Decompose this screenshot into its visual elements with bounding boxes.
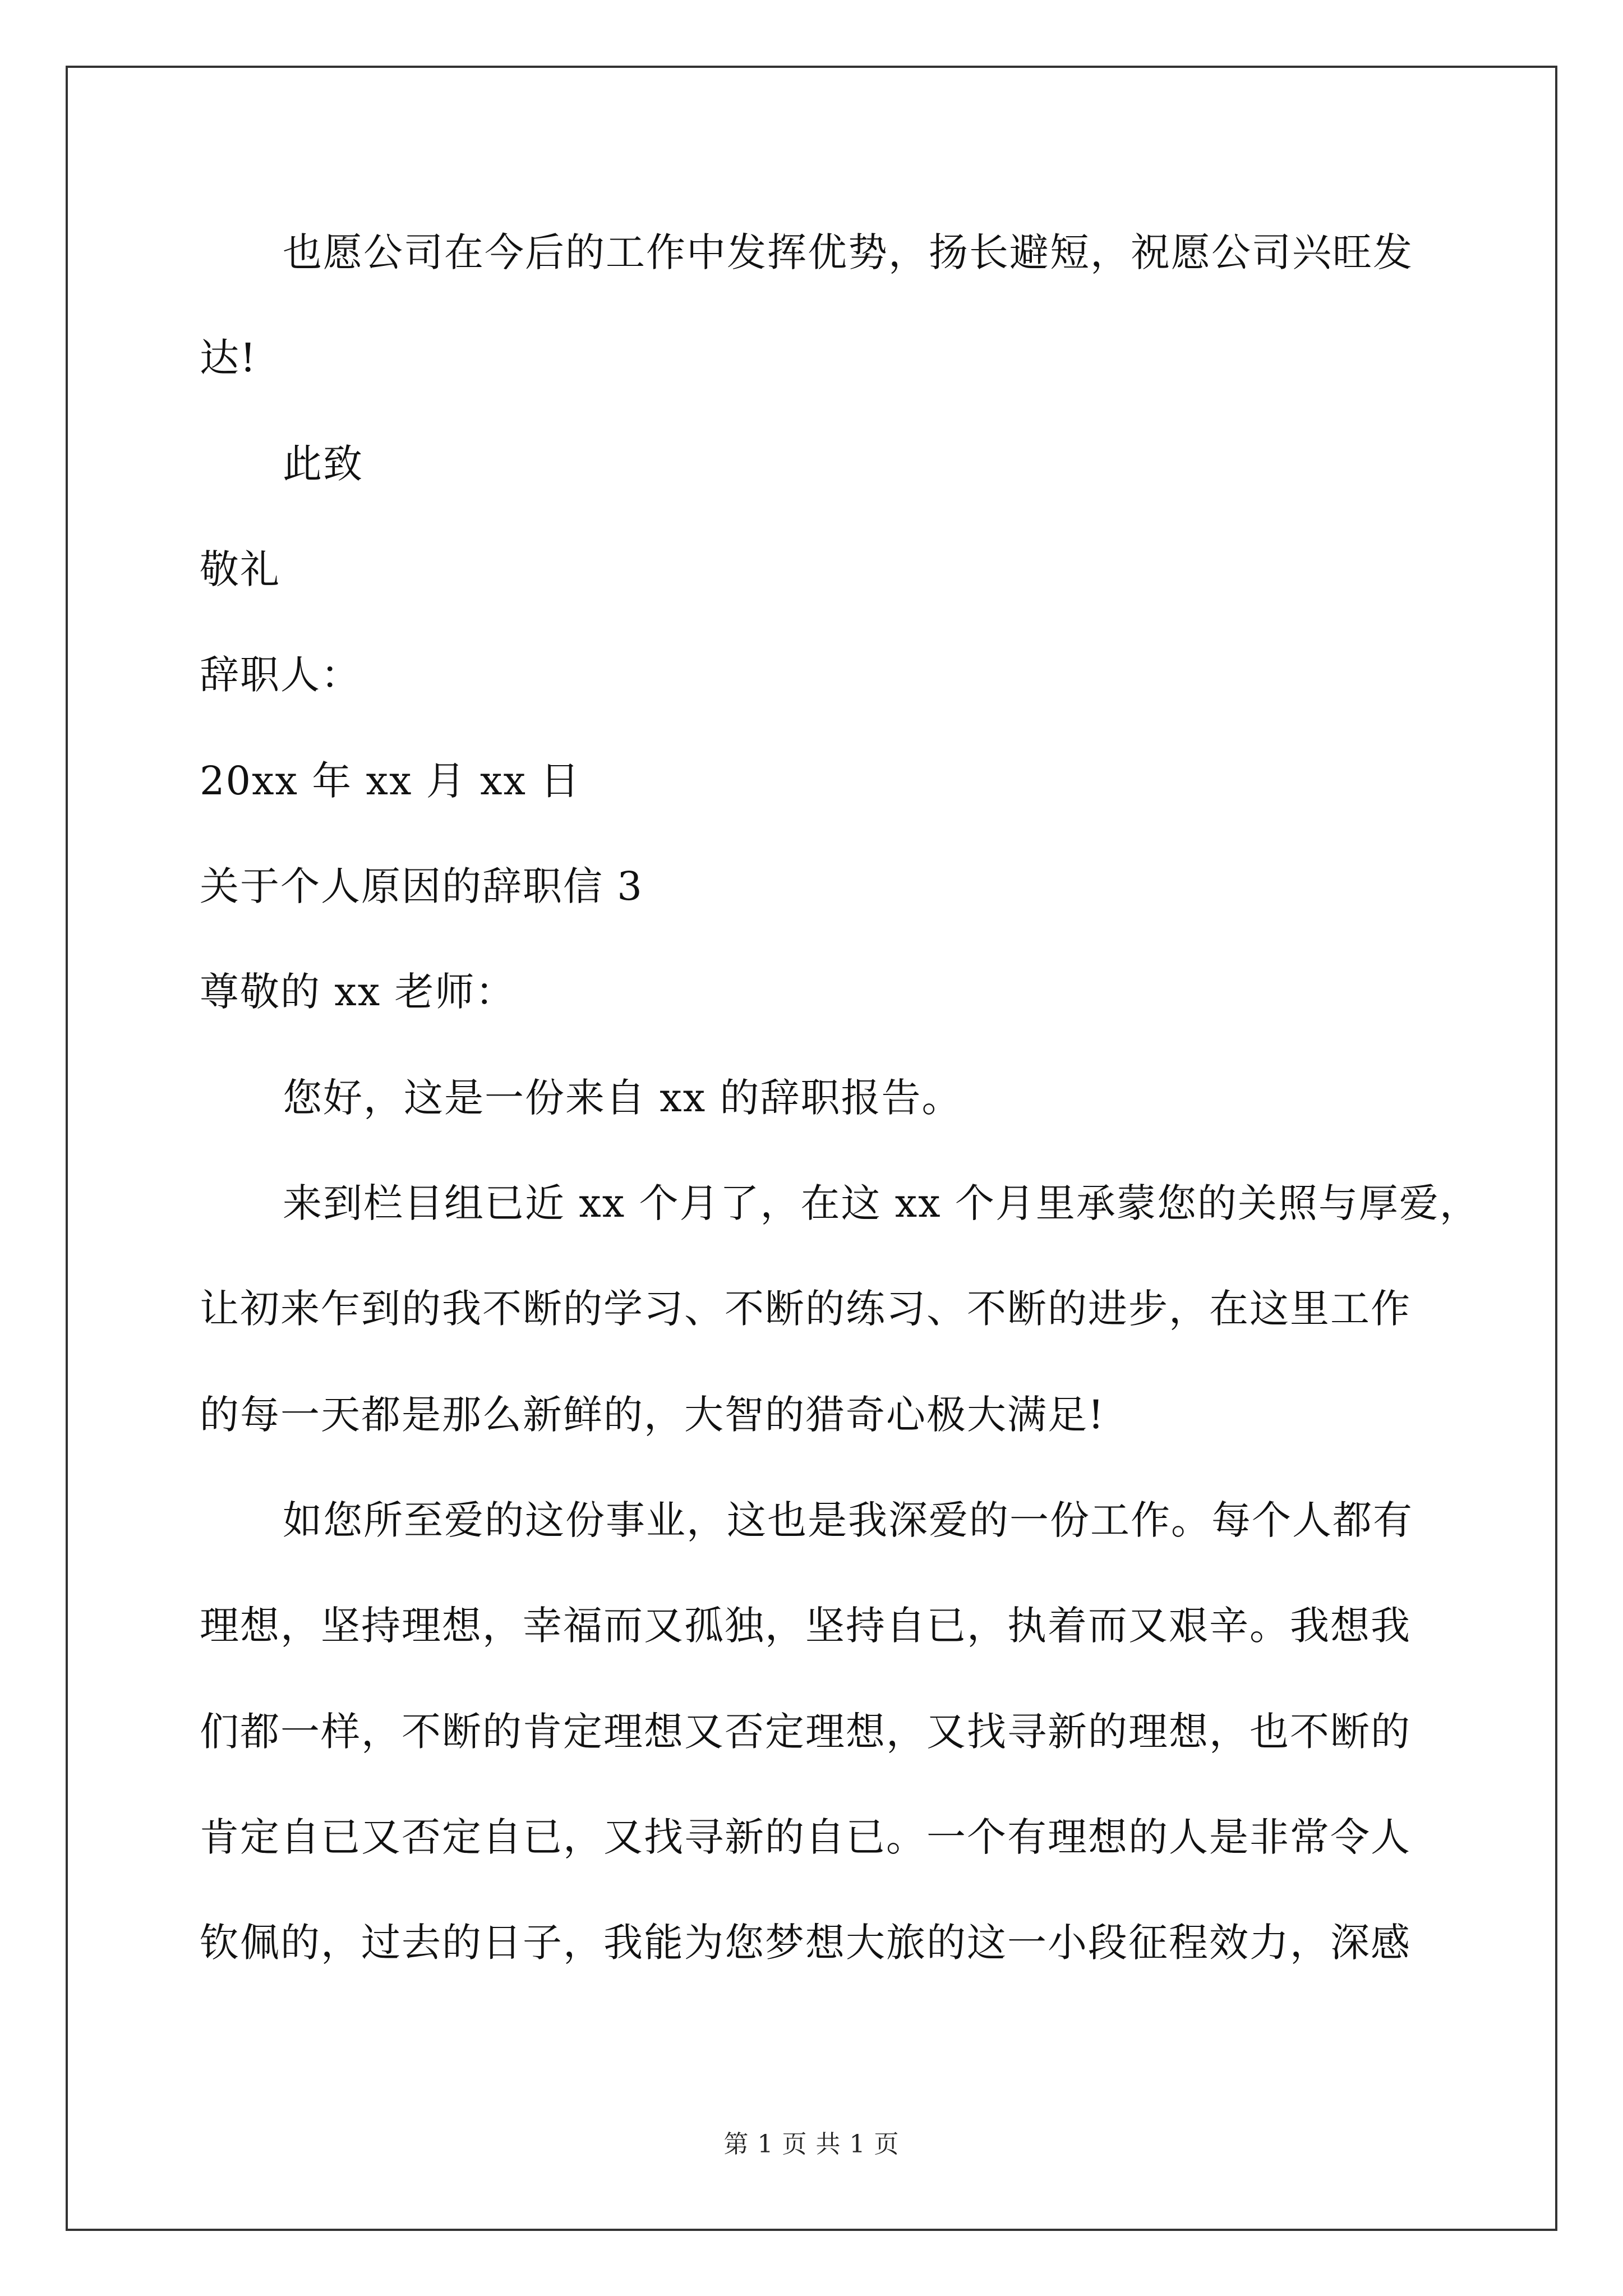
paragraph-line: 钦佩的，过去的日子，我能为您梦想大旅的这一小段征程效力，深感 bbox=[200, 1920, 1411, 1966]
date-line: 20xx 年 xx 月 xx 日 bbox=[200, 758, 581, 804]
closing-regards: 敬礼 bbox=[200, 546, 280, 592]
paragraph-line: 如您所至爱的这份事业，这也是我深爱的一份工作。每个人都有 bbox=[283, 1497, 1413, 1543]
paragraph-line: 达! bbox=[200, 335, 257, 381]
page-border bbox=[66, 66, 1557, 2231]
paragraph-line: 理想，坚持理想，幸福而又孤独，坚持自已，执着而又艰辛。我想我 bbox=[200, 1603, 1411, 1649]
greeting: 尊敬的 xx 老师： bbox=[200, 969, 516, 1015]
page-footer: 第 1 页 共 1 页 bbox=[723, 2130, 900, 2159]
paragraph-line: 也愿公司在今后的工作中发挥优势，扬长避短，祝愿公司兴旺发 bbox=[283, 229, 1413, 275]
paragraph-line: 们都一样，不断的肯定理想又否定理想，又找寻新的理想，也不断的 bbox=[200, 1709, 1411, 1755]
closing-salutation: 此致 bbox=[283, 441, 363, 487]
section-title: 关于个人原因的辞职信 3 bbox=[200, 863, 643, 909]
paragraph-line: 的每一天都是那么新鲜的，大智的猎奇心极大满足! bbox=[200, 1392, 1105, 1438]
paragraph-line: 让初来乍到的我不断的学习、不断的练习、不断的进步，在这里工作 bbox=[200, 1286, 1411, 1332]
paragraph-line: 来到栏目组已近 xx 个月了，在这 xx 个月里承蒙您的关照与厚爱， bbox=[283, 1180, 1480, 1226]
paragraph-line: 肯定自已又否定自已，又找寻新的自已。一个有理想的人是非常令人 bbox=[200, 1814, 1411, 1860]
paragraph-line: 您好，这是一份来自 xx 的辞职报告。 bbox=[283, 1075, 962, 1121]
signature-label: 辞职人： bbox=[200, 652, 361, 698]
